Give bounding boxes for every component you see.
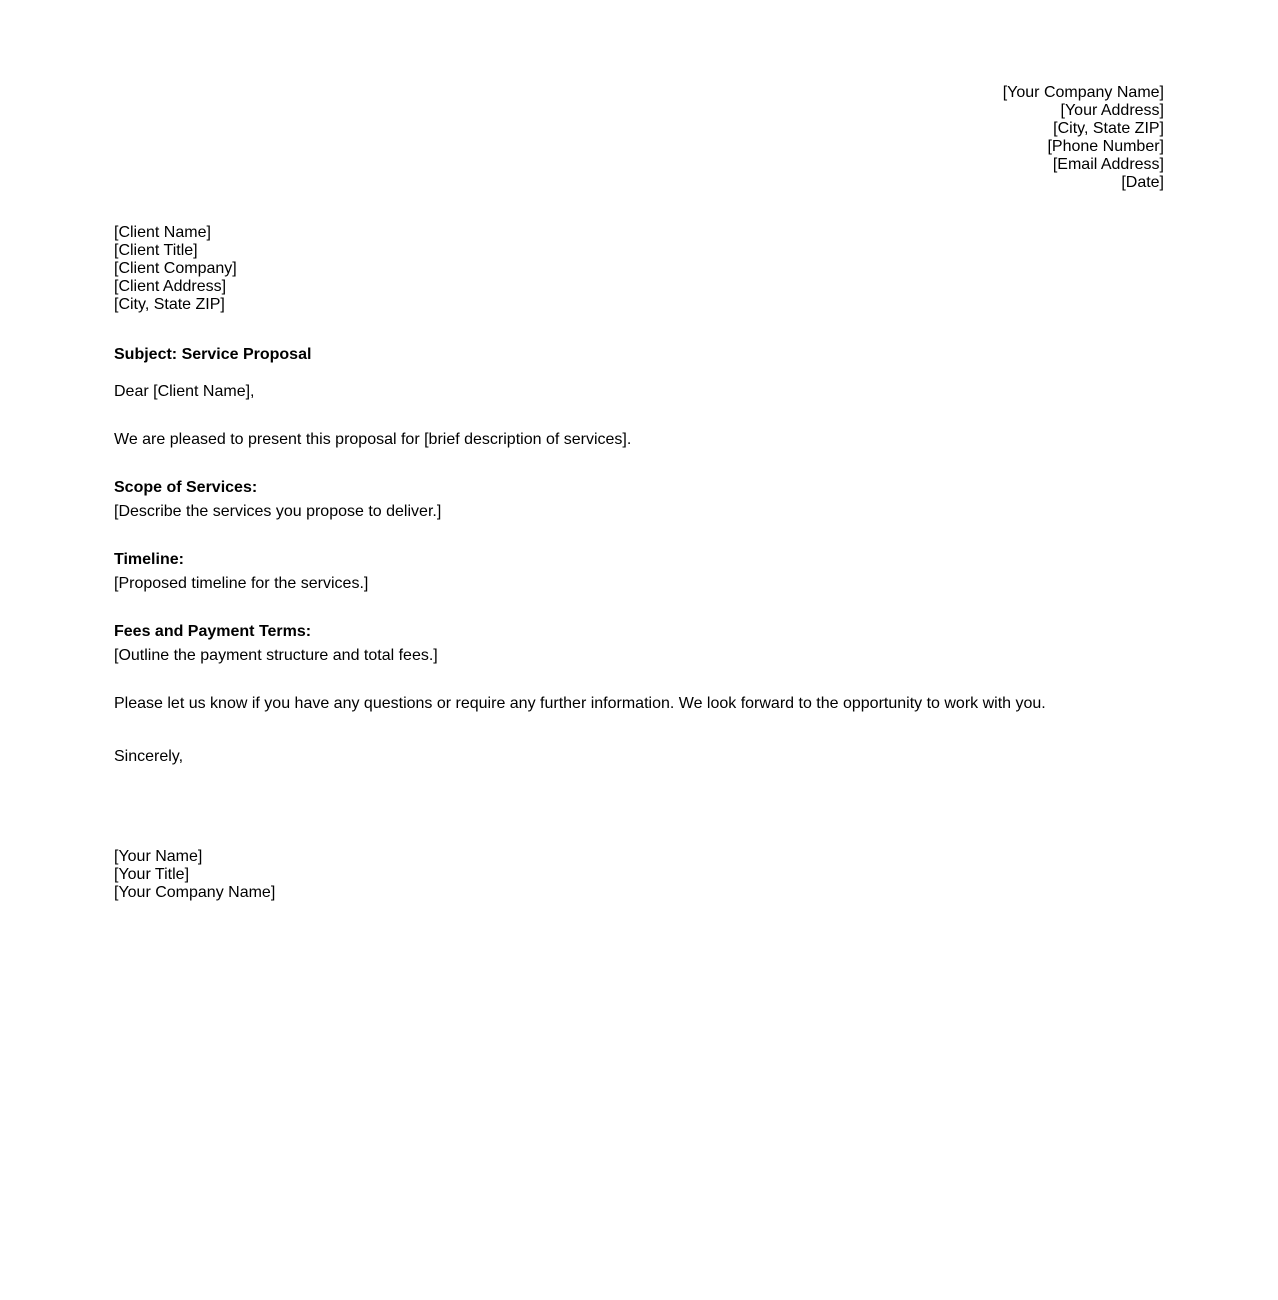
recipient-city-state-zip: [City, State ZIP]: [114, 296, 225, 313]
closing-paragraph: Please let us know if you have any questions or require any further information. We look forward to the opportunity to work with you.: [114, 695, 1046, 712]
recipient-title: [Client Title]: [114, 242, 198, 259]
signoff: Sincerely,: [114, 748, 184, 765]
signature-company: [Your Company Name]: [114, 884, 276, 901]
section-heading-fees: Fees and Payment Terms:: [114, 623, 312, 640]
section-body-scope: [Describe the services you propose to deliver.]: [114, 503, 442, 520]
intro-paragraph: We are pleased to present this proposal for [brief description of services].: [114, 431, 632, 448]
sender-email: [Email Address]: [1052, 156, 1164, 173]
sender-company: [Your Company Name]: [1002, 84, 1164, 101]
recipient-company: [Client Company]: [114, 260, 237, 277]
sender-phone: [Phone Number]: [1047, 138, 1164, 155]
letter-date: [Date]: [1121, 174, 1164, 191]
section-heading-scope: Scope of Services:: [114, 479, 258, 496]
sender-city-state-zip: [City, State ZIP]: [1053, 120, 1164, 137]
section-heading-timeline: Timeline:: [114, 551, 184, 568]
section-body-fees: [Outline the payment structure and total fees.]: [114, 647, 438, 664]
subject-line: Subject: Service Proposal: [114, 346, 312, 363]
section-body-timeline: [Proposed timeline for the services.]: [114, 575, 369, 592]
signature-title: [Your Title]: [114, 866, 190, 883]
recipient-name: [Client Name]: [114, 224, 211, 241]
sender-address: [Your Address]: [1060, 102, 1164, 119]
signature-name: [Your Name]: [114, 848, 203, 865]
recipient-address: [Client Address]: [114, 278, 227, 295]
salutation: Dear [Client Name],: [114, 383, 255, 400]
